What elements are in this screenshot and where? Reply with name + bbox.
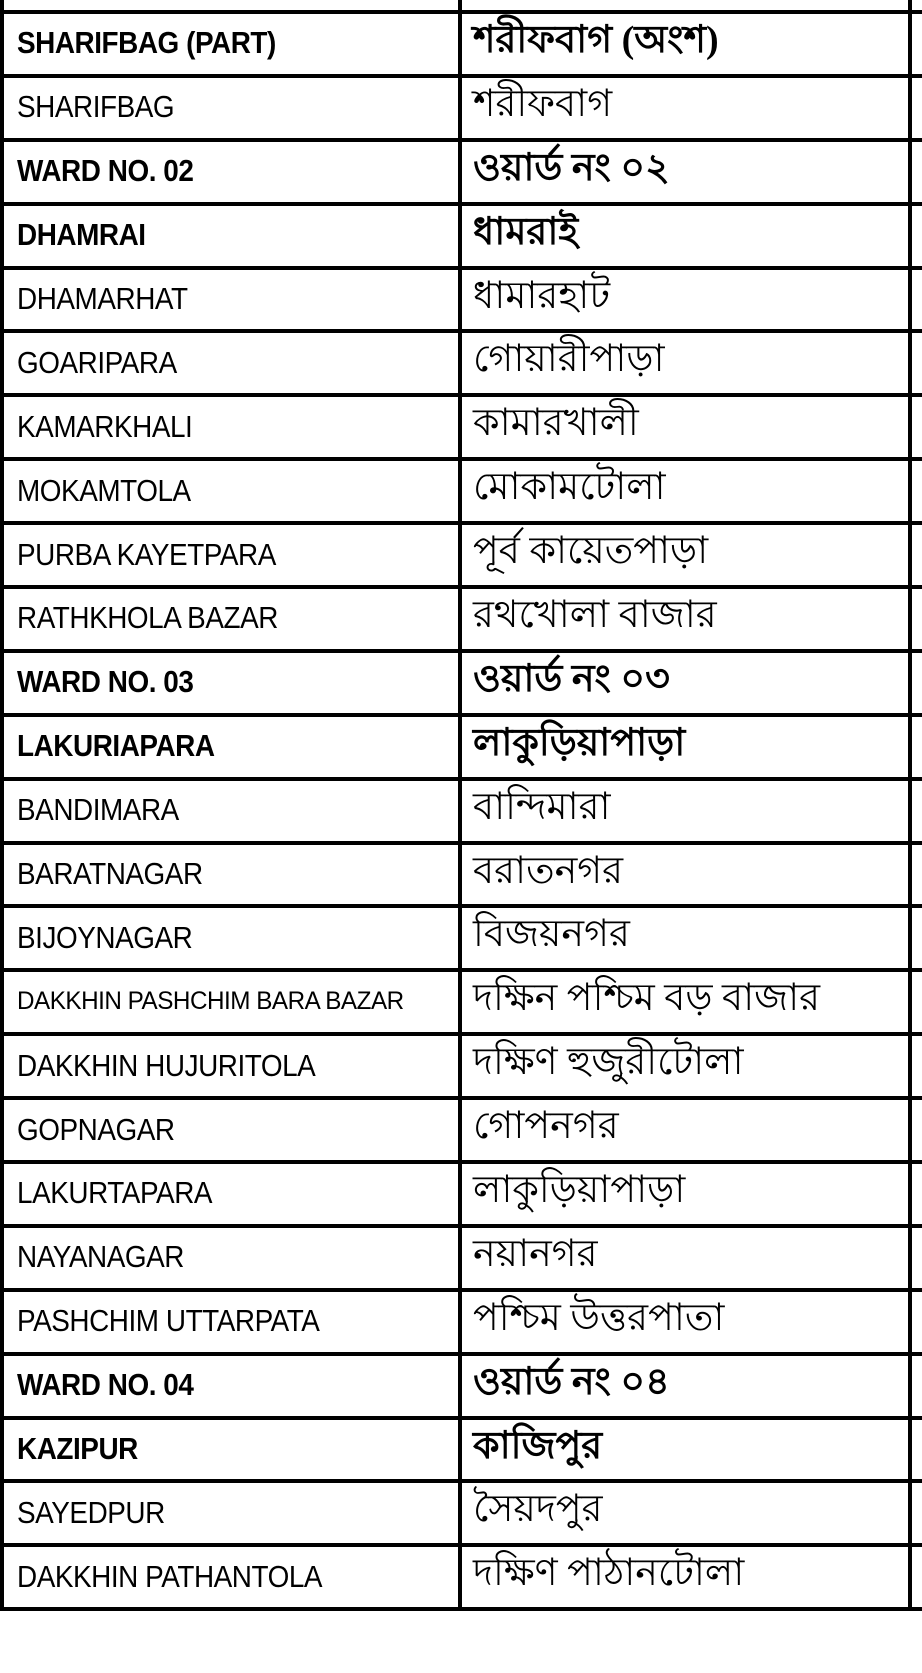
cell-village-bn bbox=[462, 78, 912, 138]
village-name-bengali: রথখোলা বাজার bbox=[473, 594, 717, 637]
cell-village-bn bbox=[462, 908, 912, 968]
village-name-bengali: ওয়ার্ড নং ০৩ bbox=[473, 657, 670, 700]
table-row bbox=[0, 333, 922, 397]
cell-village-bn bbox=[462, 653, 912, 713]
village-name-english: DAKKHIN HUJURITOLA bbox=[17, 1047, 316, 1083]
cell-village-en bbox=[0, 1547, 462, 1607]
table-row bbox=[0, 845, 922, 909]
cell-village-bn bbox=[462, 1100, 912, 1160]
village-name-bengali: কামারখালী bbox=[473, 402, 639, 445]
village-name-bengali: মোকামটোলা bbox=[473, 466, 666, 509]
cell-village-bn bbox=[462, 1547, 912, 1607]
cell-village-en bbox=[0, 78, 462, 138]
cell-village-en bbox=[0, 908, 462, 968]
cell-sliver bbox=[912, 1292, 922, 1352]
cell-sliver bbox=[912, 1228, 922, 1288]
cell-village-bn bbox=[462, 1356, 912, 1416]
cell-sliver bbox=[912, 1100, 922, 1160]
cell-village-bn bbox=[462, 270, 912, 330]
table-row bbox=[0, 908, 922, 972]
cell-sliver bbox=[912, 1036, 922, 1096]
table-row bbox=[0, 1292, 922, 1356]
cell-village-bn bbox=[462, 142, 912, 202]
cell-sliver bbox=[912, 1356, 922, 1416]
village-name-bengali: লাকুড়িয়াপাড়া bbox=[473, 721, 686, 764]
cell-village-bn bbox=[462, 845, 912, 905]
village-name-english: WARD NO. 03 bbox=[17, 664, 194, 700]
cell-village-bn bbox=[462, 1036, 912, 1096]
cell-sliver bbox=[912, 972, 922, 1032]
table-row bbox=[0, 142, 922, 206]
village-name-english: LAKURIAPARA bbox=[17, 728, 215, 764]
cell-village-en bbox=[0, 397, 462, 457]
village-name-english: BARATNAGAR bbox=[17, 856, 203, 892]
cell-sliver bbox=[912, 781, 922, 841]
village-name-english: BIJOYNAGAR bbox=[17, 919, 193, 955]
table-row bbox=[0, 1420, 922, 1484]
cell-village-bn bbox=[462, 1228, 912, 1288]
cell-sliver bbox=[912, 1547, 922, 1607]
village-name-bengali: বিজয়নগর bbox=[473, 913, 630, 956]
cell-village-en bbox=[0, 270, 462, 330]
cell-village-en bbox=[0, 1036, 462, 1096]
cell-village-bn bbox=[462, 1420, 912, 1480]
cell-sliver bbox=[912, 206, 922, 266]
table-row bbox=[0, 717, 922, 781]
village-name-bengali: ধামারহাট bbox=[473, 274, 611, 317]
village-name-bengali: দক্ষিন পশ্চিম বড় বাজার bbox=[473, 977, 821, 1020]
village-name-english: NAYANAGAR bbox=[17, 1239, 185, 1275]
cell-sliver bbox=[912, 333, 922, 393]
table-row bbox=[0, 270, 922, 334]
cell-village-en bbox=[0, 845, 462, 905]
cell-village-bn bbox=[462, 972, 912, 1032]
cell-village-bn bbox=[462, 461, 912, 521]
cell-village-en bbox=[0, 525, 462, 585]
cell-village-en bbox=[0, 142, 462, 202]
village-name-english: RATHKHOLA BAZAR bbox=[17, 600, 278, 636]
cell-village-bn bbox=[462, 717, 912, 777]
village-name-bengali: ওয়ার্ড নং ০৪ bbox=[473, 1360, 670, 1403]
table-row bbox=[0, 525, 922, 589]
cell-village-en bbox=[0, 333, 462, 393]
cell-village-en bbox=[0, 461, 462, 521]
village-name-english: GOPNAGAR bbox=[17, 1111, 175, 1147]
table-row-partial bbox=[0, 0, 922, 14]
cell-village-bn bbox=[462, 206, 912, 266]
table-row bbox=[0, 972, 922, 1036]
village-name-english: WARD NO. 04 bbox=[17, 1367, 194, 1403]
village-name-bengali: গোপনগর bbox=[473, 1105, 619, 1148]
cell-village-en bbox=[0, 781, 462, 841]
cell-sliver bbox=[912, 1483, 922, 1543]
cell-sliver bbox=[912, 908, 922, 968]
cell-sliver bbox=[912, 14, 922, 74]
village-name-english: SHARIFBAG (PART) bbox=[17, 25, 276, 61]
village-name-bengali: শরীফবাগ bbox=[473, 82, 613, 125]
cell-village-bn bbox=[462, 1164, 912, 1224]
cell-village-bn bbox=[462, 333, 912, 393]
cell-sliver bbox=[912, 653, 922, 713]
table-row bbox=[0, 1228, 922, 1292]
cell-village-en bbox=[0, 14, 462, 74]
village-name-english: DHAMARHAT bbox=[17, 281, 188, 316]
village-name-english: BANDIMARA bbox=[17, 792, 179, 828]
cell-village-en bbox=[0, 717, 462, 777]
village-name-bengali: নয়ানগর bbox=[473, 1232, 598, 1275]
village-name-english: KAMARKHALI bbox=[17, 408, 193, 444]
cell-sliver bbox=[912, 1164, 922, 1224]
cell-sliver bbox=[912, 1420, 922, 1480]
village-name-english: DHAMRAI bbox=[17, 217, 146, 253]
cell-village-en bbox=[0, 589, 462, 649]
cell-village-en bbox=[0, 1164, 462, 1224]
village-name-bengali: পূর্ব কায়েতপাড়া bbox=[473, 530, 709, 573]
village-name-english: LAKURTAPARA bbox=[17, 1175, 213, 1211]
cell-village-en bbox=[0, 1100, 462, 1160]
cell-sliver bbox=[912, 461, 922, 521]
village-name-english: DAKKHIN PASHCHIM BARA BAZAR bbox=[17, 986, 404, 1015]
village-name-bengali: শরীফবাগ (অংশ) bbox=[473, 19, 719, 61]
cell-sliver bbox=[912, 78, 922, 138]
table-row bbox=[0, 1547, 922, 1611]
village-name-english: WARD NO. 02 bbox=[17, 153, 194, 189]
table-row bbox=[0, 397, 922, 461]
table-row bbox=[0, 1100, 922, 1164]
village-name-bengali: লাকুড়িয়াপাড়া bbox=[473, 1169, 686, 1212]
cell-village-en bbox=[0, 1292, 462, 1352]
cell-village-bn bbox=[462, 397, 912, 457]
table-row bbox=[0, 1164, 922, 1228]
village-name-english: PURBA KAYETPARA bbox=[17, 536, 276, 572]
cell-sliver bbox=[912, 142, 922, 202]
table-row bbox=[0, 461, 922, 525]
cell-village-bn bbox=[462, 589, 912, 649]
cell-sliver bbox=[912, 270, 922, 330]
village-name-bengali: পশ্চিম উত্তরপাতা bbox=[473, 1296, 725, 1339]
village-name-bengali: গোয়ারীপাড়া bbox=[473, 338, 665, 381]
table-row bbox=[0, 589, 922, 653]
cell-village-en bbox=[0, 653, 462, 713]
cell-village-bn bbox=[462, 525, 912, 585]
village-name-bengali: দক্ষিণ হুজুরীটোলা bbox=[473, 1041, 744, 1084]
cell-village-en bbox=[0, 972, 462, 1032]
table-row bbox=[0, 14, 922, 78]
cell-sliver bbox=[912, 0, 922, 10]
cell-sliver bbox=[912, 589, 922, 649]
village-name-bengali: ধামরাই bbox=[473, 210, 579, 253]
cell-sliver bbox=[912, 845, 922, 905]
village-name-bengali: কাজিপুর bbox=[473, 1424, 603, 1467]
table-row bbox=[0, 1356, 922, 1420]
village-name-english: GOARIPARA bbox=[17, 344, 177, 380]
cell-village-bn bbox=[462, 14, 912, 74]
cell-village-en bbox=[0, 1228, 462, 1288]
village-name-english: DAKKHIN PATHANTOLA bbox=[17, 1558, 323, 1594]
cell-village-en bbox=[0, 1356, 462, 1416]
table-row bbox=[0, 653, 922, 717]
village-name-english: KAZIPUR bbox=[17, 1431, 138, 1467]
table-row bbox=[0, 781, 922, 845]
village-name-bengali: বান্দিমারা bbox=[473, 785, 611, 828]
table-row bbox=[0, 78, 922, 142]
cell-village-bn bbox=[462, 1483, 912, 1543]
village-name-bengali: বরাতনগর bbox=[473, 849, 624, 892]
cell-sliver bbox=[912, 525, 922, 585]
village-name-bengali: ওয়ার্ড নং ০২ bbox=[473, 146, 670, 189]
cell-village-en bbox=[0, 206, 462, 266]
village-name-english: SHARIFBAG bbox=[17, 89, 175, 125]
village-name-bengali: সৈয়দপুর bbox=[473, 1488, 603, 1531]
village-name-english: PASHCHIM UTTARPATA bbox=[17, 1303, 320, 1339]
cell-village-en bbox=[0, 1483, 462, 1543]
cell-village-bn bbox=[462, 781, 912, 841]
cell-village-bn bbox=[462, 1292, 912, 1352]
table-row bbox=[0, 1483, 922, 1547]
village-name-bengali: দক্ষিণ পাঠানটোলা bbox=[473, 1552, 745, 1595]
village-name-english: MOKAMTOLA bbox=[17, 472, 191, 508]
cell-village-en bbox=[0, 1420, 462, 1480]
cell-sliver bbox=[912, 717, 922, 777]
table-row bbox=[0, 1036, 922, 1100]
table-row bbox=[0, 206, 922, 270]
village-name-english: SAYEDPUR bbox=[17, 1494, 165, 1530]
cell-village-bn bbox=[462, 0, 912, 10]
cell-village-en bbox=[0, 0, 462, 10]
cell-sliver bbox=[912, 397, 922, 457]
